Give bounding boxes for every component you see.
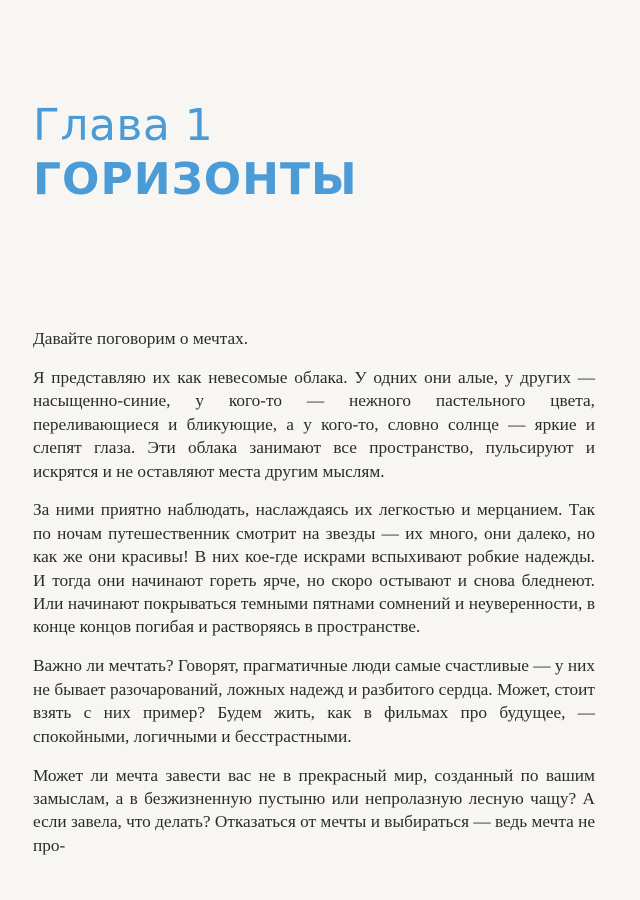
chapter-heading xyxy=(33,100,358,205)
paragraph: Важно ли мечтать? Говорят, прагматичные люди самые счастливые — у них не бывает разочарований, ложных надежд и разбитого сердца. Может, стоит взять с них пример? Будем жить, как в фильмах про будущее, — спокойными, логичными и бесстрастными. xyxy=(33,656,595,746)
paragraph: Я представляю их как невесомые облака. У одних они алые, у других — насыщенно-синие, у кого-то — нежного пастельного цвета, переливающиеся и бликующие, а у кого-то, словно солнце — яркие и слепят глаза. Эти облака занимают все пространство, пульсируют и искрятся и не оставляют места другим мыслям. xyxy=(33,367,595,481)
paragraph: Давайте поговорим о мечтах. xyxy=(33,329,249,348)
paragraph: Может ли мечта завести вас не в прекрасный мир, созданный по вашим замыслам, а в безжизненную пустыню или непролазную лесную чащу? А если завела, что делать? Отказаться от мечты и выбираться — ведь мечта не про- xyxy=(33,765,595,855)
body-text xyxy=(33,327,595,857)
chapter-number: Глава 1 xyxy=(33,100,214,151)
paragraph: За ними приятно наблюдать, наслаждаясь их легкостью и мерцанием. Так по ночам путешественник смотрит на звезды — их много, они далеко, но как же они красивы! В них кое-где искрами вспыхивают робкие надежды. И тогда они начинают гореть ярче, но скоро остывают и снова бледнеют. Или начинают покрываться темными пятнами сомнений и неуверенности, в конце концов погибая и растворяясь в пространстве. xyxy=(33,500,595,637)
chapter-title: ГОРИЗОНТЫ xyxy=(33,154,358,205)
